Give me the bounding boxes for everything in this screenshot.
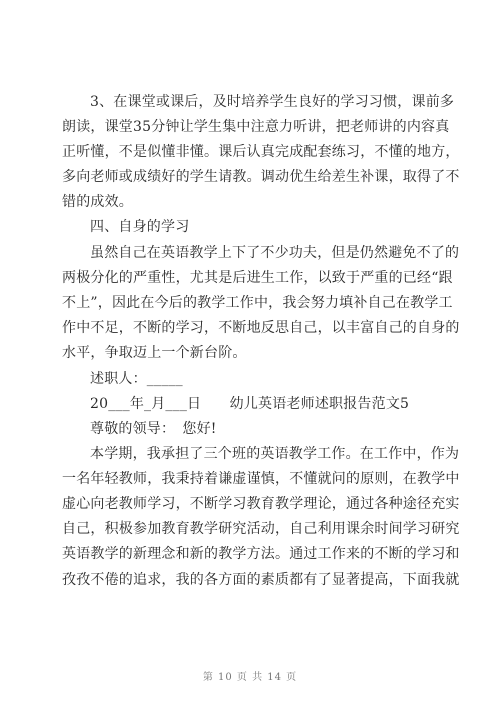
paragraph-line: 虚心向老教师学习，不断学习教育教学理论，通过各种途径充实 (62, 496, 460, 512)
paragraph-line: 本学期，我承担了三个班的英语教学工作。在工作中，作为 (90, 446, 460, 462)
paragraph-line: 作中不足，不断的学习，不断地反思自己，以丰富自己的自身的 (62, 320, 460, 336)
paragraph-line: 多向老师或成绩好的学生请教。调动优生给差生补课，取得了不 (62, 169, 460, 185)
salutation: 尊敬的领导： 您好! (90, 421, 217, 437)
signature-line: 述职人：_____ (90, 371, 183, 387)
paragraph-line: 不上”，因此在今后的教学工作中，我会努力填补自己在教学工 (62, 295, 453, 311)
paragraph-line: 3、在课堂或课后，及时培养学生良好的学习习惯，课前多 (90, 94, 455, 110)
paragraph-line: 一名年轻教师，我秉持着谦虚谨慎，不懂就问的原则，在教学中 (62, 471, 460, 487)
page-number-footer: 第 10 页 共 14 页 (202, 672, 298, 683)
paragraph-line: 水平，争取迈上一个新台阶。 (62, 345, 247, 361)
section-heading: 四、自身的学习 (90, 219, 190, 235)
paragraph-line: 正听懂，不是似懂非懂。课后认真完成配套练习，不懂的地方， (62, 144, 460, 160)
paragraph-line: 英语教学的新理念和新的教学方法。通过工作来的不断的学习和 (62, 546, 460, 562)
paragraph-line: 朗读，课堂35分钟让学生集中注意力听讲，把老师讲的内容真 (62, 119, 450, 135)
paragraph-line: 自己，积极参加教育教学研究活动，自己利用课余时间学习研究 (62, 521, 460, 537)
paragraph-line: 虽然自己在英语教学上下了不少功夫，但是仍然避免不了的 (90, 245, 460, 261)
paragraph-line: 错的成效。 (62, 194, 133, 210)
paragraph-line: 两极分化的严重性，尤其是后进生工作，以致于严重的已经“跟 (62, 270, 453, 286)
paragraph-line: 孜孜不倦的追求，我的各方面的素质都有了显著提高，下面我就 (62, 572, 460, 588)
date-title-line: 20___年_月___日 幼儿英语老师述职报告范文5 (90, 396, 410, 412)
